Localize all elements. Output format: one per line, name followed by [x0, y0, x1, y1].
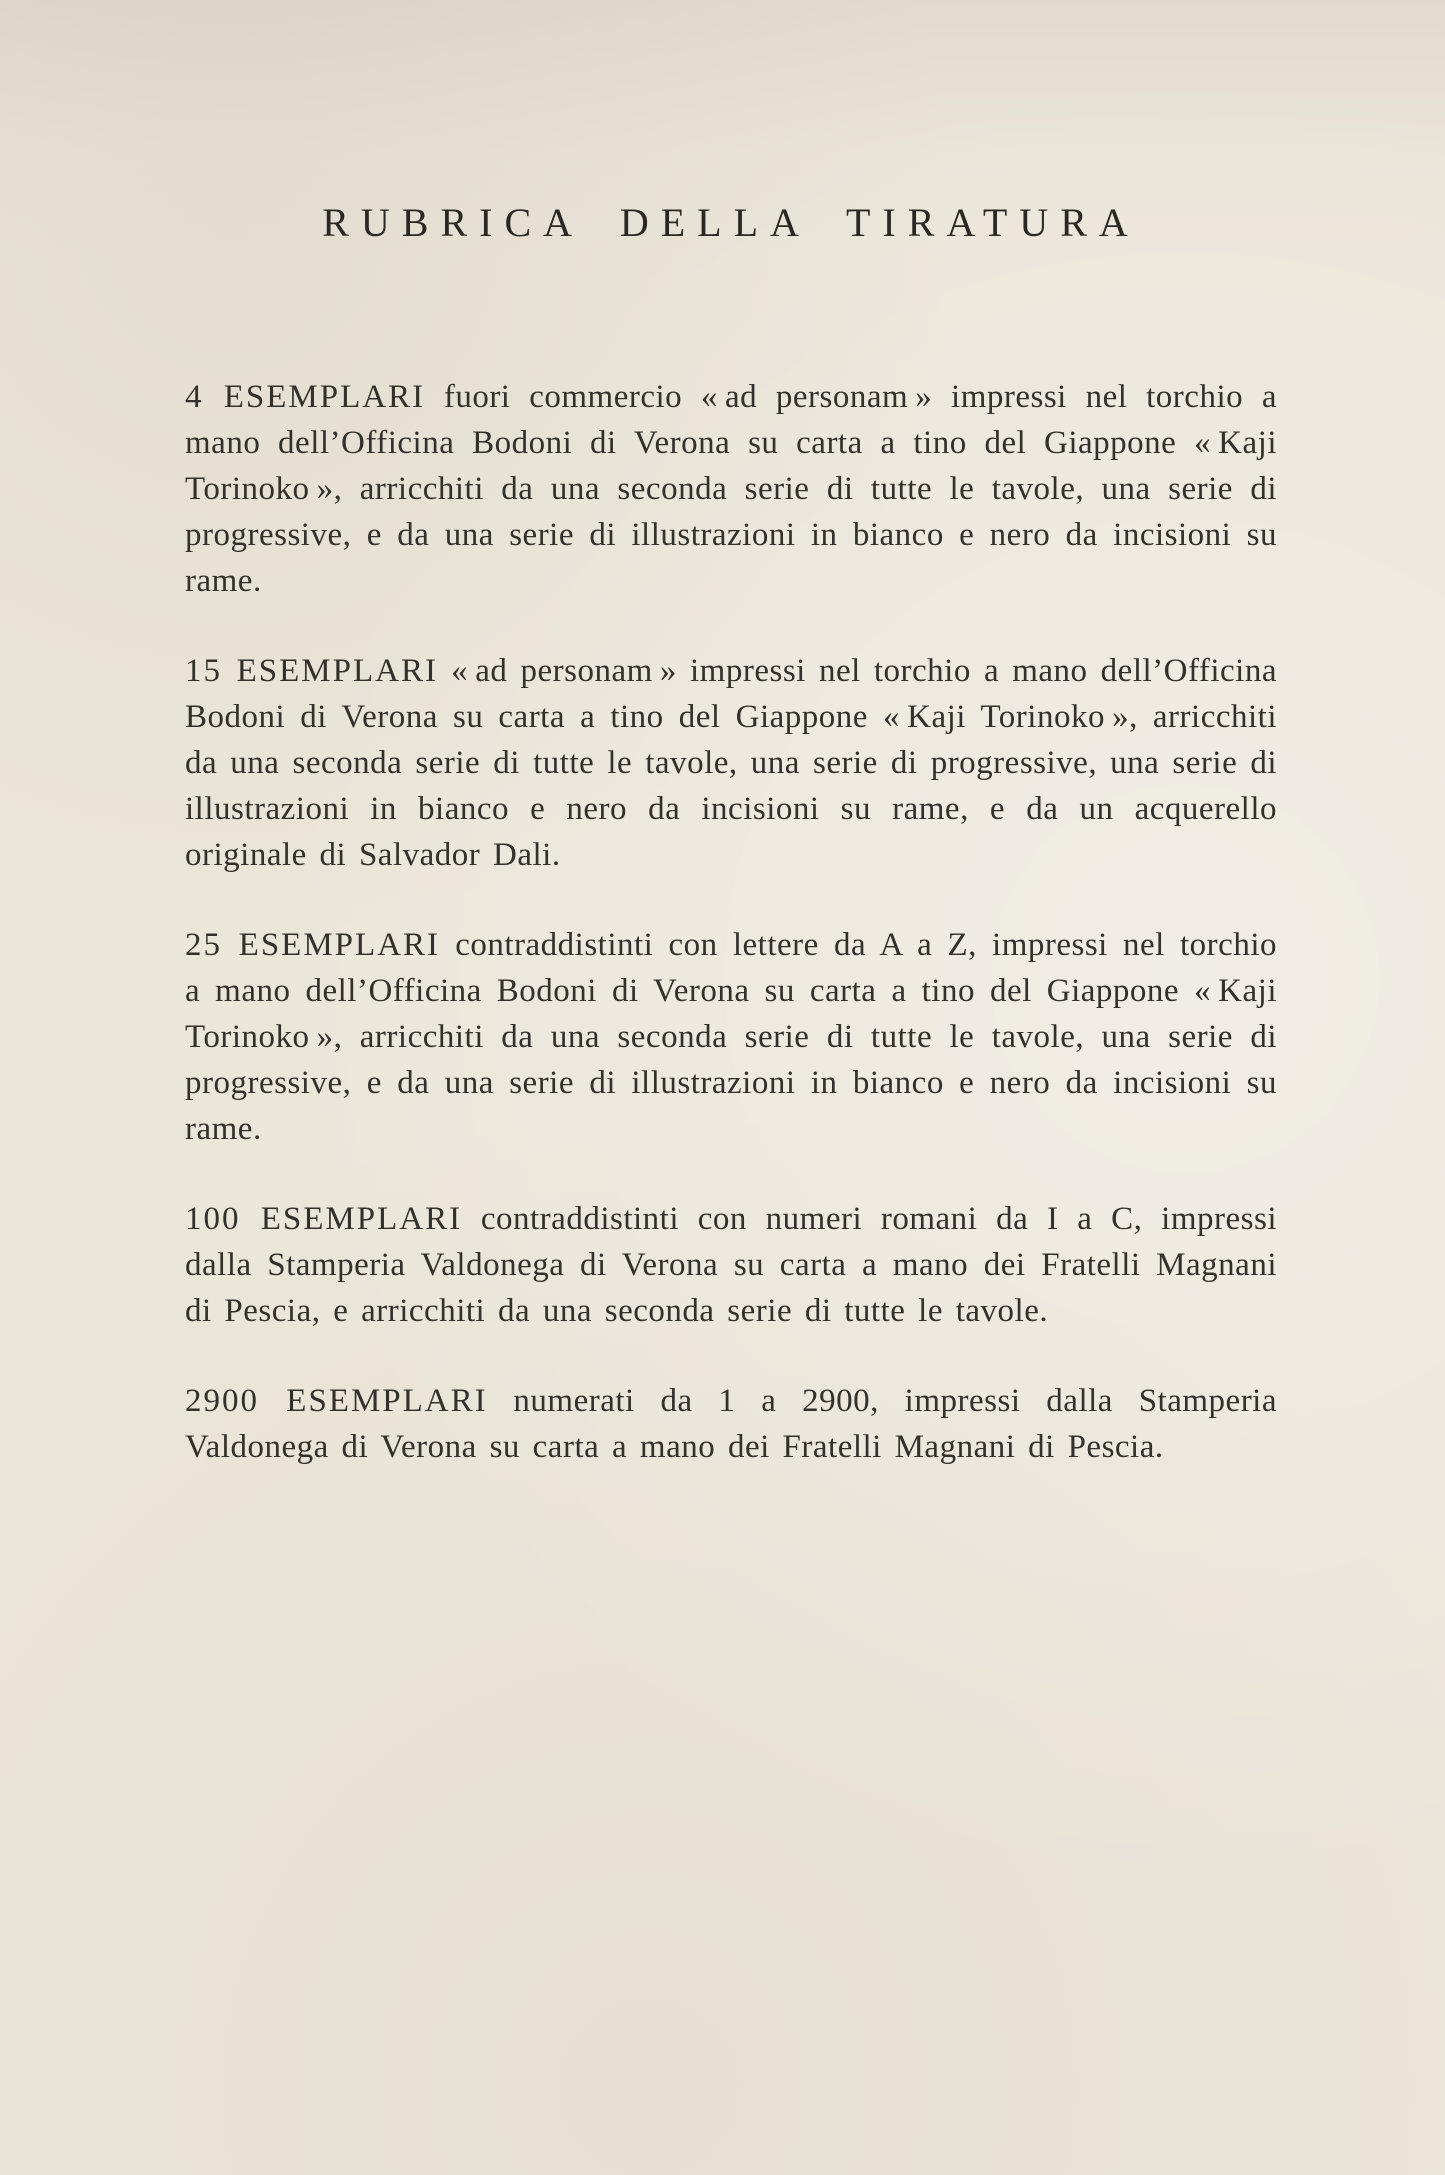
edition-paragraph-25-esemplari: [185, 922, 1277, 1152]
edition-paragraph-4-esemplari: [185, 374, 1277, 604]
edition-paragraph-100-esemplari: [185, 1196, 1277, 1334]
edition-paragraph-2900-esemplari: [185, 1378, 1277, 1470]
edition-count-label: 25 ESEMPLARI: [185, 927, 441, 963]
page-title: RUBRICA DELLA TIRATURA: [322, 200, 1140, 245]
edition-description: contraddistinti con numeri romani da I a C, impressi dalla Stamperia Valdonega di Verona su carta a mano dei Fratelli Magnani di Pescia, e arricchiti da una seconda serie di tutte le tavole.: [185, 1201, 1277, 1329]
edition-description: numerati da 1 a 2900, impressi dalla Stamperia Valdonega di Verona su carta a mano dei Fratelli Magnani di Pescia.: [185, 1383, 1277, 1465]
edition-count-label: 2900 ESEMPLARI: [185, 1383, 488, 1419]
edition-paragraph-15-esemplari: [185, 648, 1277, 878]
edition-count-label: 4 ESEMPLARI: [185, 379, 426, 415]
edition-description: contraddistinti con lettere da A a Z, impressi nel torchio a mano dell’Officina Bodoni di Verona su carta a tino del Giappone « Kaji Torinoko », arricchiti da una seconda serie di tutte le tavole, una serie di progressive, e da una serie di illustrazioni in bianco e nero da incisioni su rame.: [185, 927, 1277, 1147]
edition-description: « ad personam » impressi nel torchio a mano dell’Officina Bodoni di Verona su carta a tino del Giappone « Kaji Torinoko », arricchiti da una seconda serie di tutte le tavole, una serie di progressive, una serie di illustrazioni in bianco e nero da incisioni su rame, e da un acquerello originale di Salvador Dali.: [185, 653, 1277, 873]
edition-description: fuori commercio « ad personam » impressi nel torchio a mano dell’Officina Bodoni di Verona su carta a tino del Giappone « Kaji Torinoko », arricchiti da una seconda serie di tutte le tavole, una serie di progressive, e da una serie di illustrazioni in bianco e nero da incisioni su rame.: [185, 379, 1277, 599]
edition-count-label: 15 ESEMPLARI: [185, 653, 438, 689]
edition-count-label: 100 ESEMPLARI: [185, 1201, 463, 1237]
